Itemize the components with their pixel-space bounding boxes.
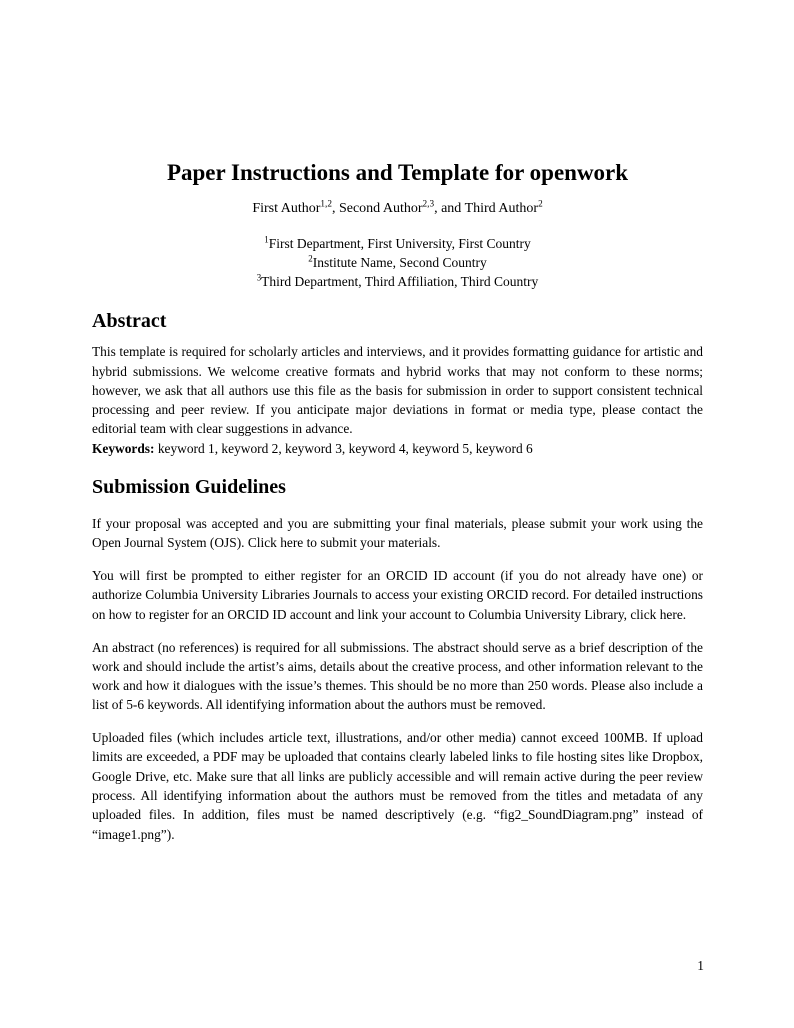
author-separator: , and bbox=[434, 201, 465, 217]
keywords-line bbox=[92, 439, 703, 458]
submission-paragraph-ojs: If your proposal was accepted and you are submitting your final materials, please submit your work using the Open Journal System (OJS). Click here to submit your materials. bbox=[92, 516, 703, 551]
submission-paragraph-orcid: You will first be prompted to either register for an ORCID ID account (if you do not already have one) or authorize Columbia University Libraries Journals to access your existing ORCID record. For detailed instructions on how to register for an ORCID ID account and link your account to Columbia University Library, click here. bbox=[92, 568, 703, 622]
submission-paragraph-abstract-requirements: An abstract (no references) is required for all submissions. The abstract should serve as a brief description of the work and should include the artist’s aims, details about the creative process, and other information relevant to the work and how it dialogues with the issue’s themes. This should be no more than 250 words. Please also include a list of 5-6 keywords. All identifying information about the authors must be removed. bbox=[92, 639, 703, 713]
affiliation-line bbox=[92, 272, 703, 291]
author-superscript: 2,3 bbox=[422, 198, 435, 209]
author-name: Third Author bbox=[464, 201, 539, 217]
affiliation-text: Third Department, Third Affiliation, Third Country bbox=[261, 274, 539, 290]
affiliation-block bbox=[92, 234, 703, 292]
affiliation-text: Institute Name, Second Country bbox=[312, 254, 487, 270]
author-name: First Author bbox=[252, 201, 321, 217]
affiliation-line bbox=[92, 234, 703, 253]
affiliation-superscript: 1 bbox=[264, 234, 269, 245]
keywords-text: keyword 1, keyword 2, keyword 3, keyword 4, keyword 5, keyword 6 bbox=[157, 440, 533, 456]
author-superscript: 1,2 bbox=[320, 198, 332, 209]
affiliation-text: First Department, First University, First Country bbox=[268, 235, 531, 251]
paper-title: Paper Instructions and Template for openwork bbox=[166, 160, 629, 185]
abstract-text: This template is required for scholarly articles and interviews, and it provides formatting guidance for artistic and hybrid submissions. We welcome creative formats and hybrid works that may not conform to these norms; however, we ask that all authors use this file as the basis for submission in order to support consistent technical processing and peer review. If you anticipate major deviations in format or media type, please contact the editorial team with clear suggestions in advance. bbox=[92, 344, 703, 437]
submission-paragraph-uploaded-files: Uploaded files (which includes article text, illustrations, and/or other media) cannot exceed 100MB. If upload limits are exceeded, a PDF may be uploaded that contains clearly labeled links to file hosting sites like Dropbox, Google Drive, etc. Make sure that all links are publicly accessible and will remain active during the peer review process. All identifying information about the authors must be removed from the titles and metadata of any uploaded files. In addition, files must be named descriptively (e.g. “fig2_SoundDiagram.png” instead of “image1.png”). bbox=[92, 730, 703, 842]
affiliation-superscript: 2 bbox=[308, 253, 313, 264]
keywords-label: Keywords: bbox=[92, 440, 155, 456]
section-heading-abstract: Abstract bbox=[92, 310, 167, 333]
author-superscript: 2 bbox=[538, 198, 543, 209]
affiliation-line bbox=[92, 253, 703, 272]
author-line bbox=[92, 200, 703, 218]
page-number: 1 bbox=[697, 957, 704, 973]
author-name: Second Author bbox=[338, 201, 423, 217]
author-separator: , bbox=[331, 201, 339, 217]
affiliation-superscript: 3 bbox=[256, 272, 262, 283]
section-heading-submission-guidelines: Submission Guidelines bbox=[92, 476, 286, 499]
